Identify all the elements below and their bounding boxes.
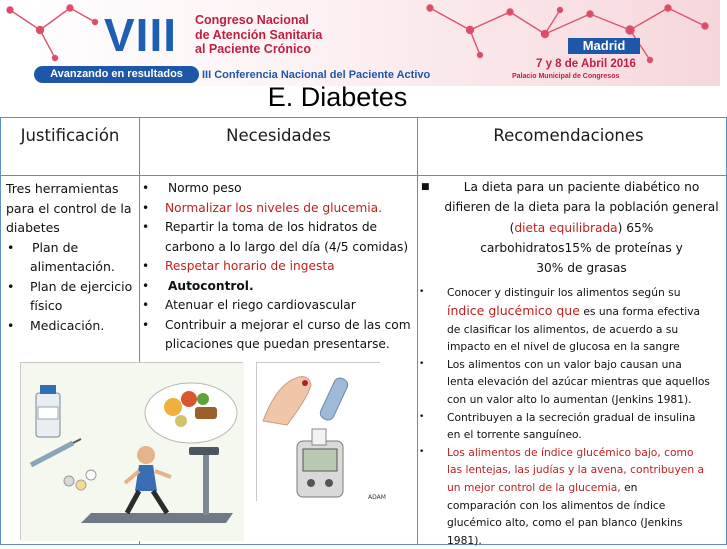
list-item: • Atenuar el riego cardiovascular [141,296,416,316]
bullet-icon: • [419,287,425,298]
bullet-icon: • [142,278,150,293]
edition-roman-numeral: VIII [104,9,178,61]
bullet-icon: • [7,239,15,255]
bullet-icon: • [7,317,15,333]
bullet-icon: • [142,259,150,273]
bullet-icon: • [142,298,150,312]
bullet-icon: • [142,181,150,195]
list-item: ■ La dieta para un paciente diabético no difieren de la dieta para la población general (dieta equilibrada) 65% carbohidratos15% de proteínas y 30% de grasas [417,177,720,278]
diabetes-tools-illustration [20,362,243,540]
bullet-icon: • [142,200,150,215]
conference-name: III Conferencia Nacional del Paciente Activo [202,69,431,81]
list-item: • Los alimentos con un valor bajo causan una lenta elevación del azúcar mientras que aquellos con un valor alto lo aumentan (Jenkins 1981). [419,357,710,407]
city-label: Madrid [568,38,640,54]
list-item: • Contribuyen a la secreción gradual de insulina en el torrente sanguíneo. [419,410,696,442]
congress-name: Congreso Nacional de Atención Sanitaria al Paciente Crónico [195,13,323,56]
justificacion-text: Tres herramientas para el control de la diabetes • Plan de alimentación. • Plan de ejercicio físico • Medicación. [6,179,138,335]
list-item: • Los alimentos de índice glucémico bajo, como las lentejas, las judías y la avena, contribuyen a un mejor control de la glucemia, en comparación con los alimentos de índice glucémico alto, como el pan blanco (Jenkins 1981). [419,445,705,547]
event-dates: 7 y 8 de Abril 2016 [536,58,636,70]
slogan-badge: Avanzando en resultados [34,66,199,83]
bullet-icon: • [142,220,150,234]
bullet-icon: • [7,278,15,294]
necesidades-list [141,179,416,355]
list-item: • Conocer y distinguir los alimentos según su índice glucémico que es una forma efectiva de clasificar los alimentos, de acuerdo a su impacto en el nivel de glucosa en la sangre [419,286,701,354]
congress-banner [0,0,720,86]
list-item: • Autocontrol. [141,277,416,297]
bullet-icon: • [419,358,425,369]
event-venue: Palacio Municipal de Congresos [512,73,620,80]
list-item: • Normalizar los niveles de glucemia. [141,199,416,219]
column-header-recomendaciones: Recomendaciones [493,126,644,145]
glucometer-illustration [256,362,380,501]
recomendaciones-list [417,177,720,549]
bullet-icon: • [419,411,425,422]
bullet-icon: • [142,317,150,332]
bullet-icon: • [419,446,425,457]
list-item: • Respetar horario de ingesta [141,257,416,277]
list-item: • Repartir la toma de los hidratos de carbono a lo largo del día (4/5 comidas) [142,220,409,254]
treadmill-food-medicine-icon [21,363,244,541]
page-title: E. Diabetes [267,82,408,112]
list-item: • Normo peso [141,179,416,199]
column-header-justificacion: Justificación [20,126,120,145]
list-item: • Plan de alimentación. [7,239,115,274]
glucose-meter-icon [257,363,381,502]
bullet-icon: ■ [421,182,430,192]
list-item: • Medicación. [6,316,138,336]
list-item: • Contribuir a mejorar el curso de las com plicaciones que puedan presentarse. [142,317,411,351]
column-header-necesidades: Necesidades [226,126,331,145]
image-caption: ADAM [368,494,386,501]
list-item: • Plan de ejercicio físico [7,278,133,313]
